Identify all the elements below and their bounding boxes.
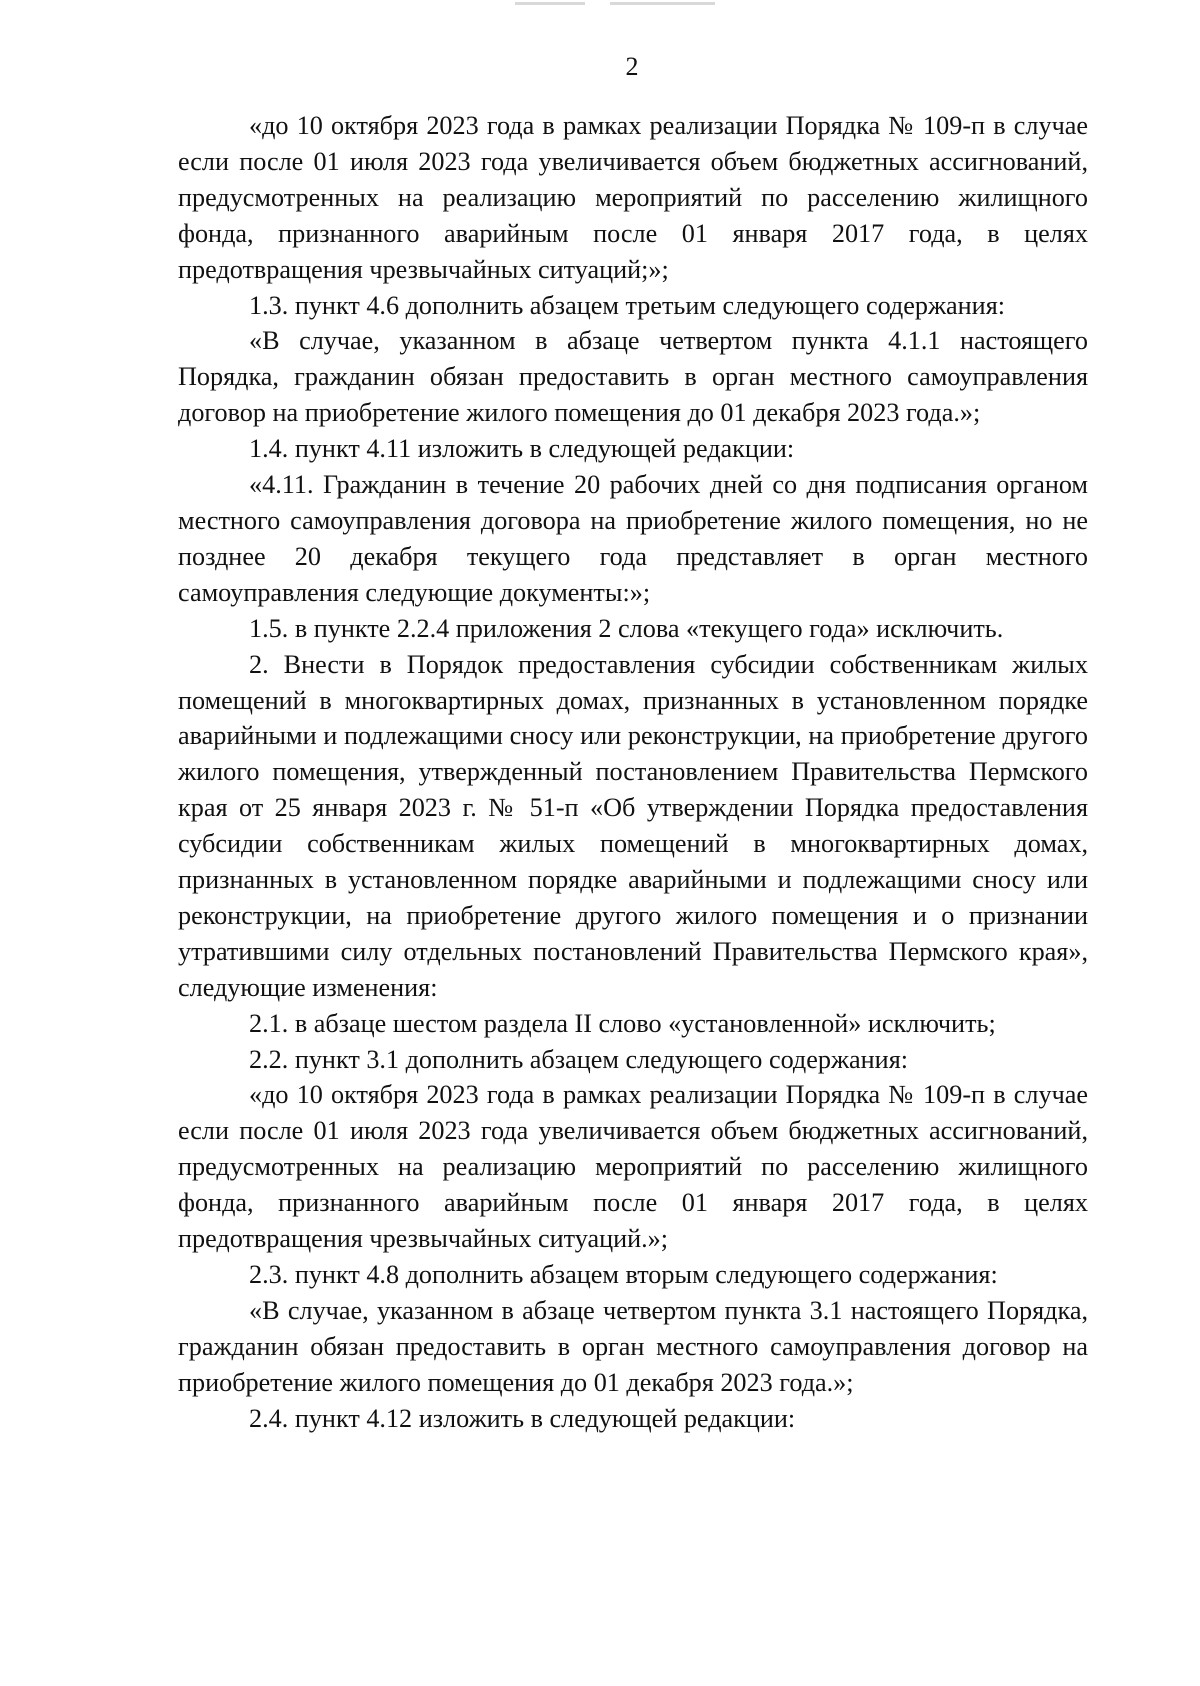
page-number: 2 [625,52,639,81]
paragraph-2-3: 2.3. пункт 4.8 дополнить абзацем вторым следующего содержания: [249,1260,998,1289]
paragraph-2-1: 2.1. в абзаце шестом раздела II слово «установленной» исключить; [249,1008,996,1038]
paragraph-1-5: 1.5. в пункте 2.2.4 приложения 2 слова «текущего года» исключить. [249,613,1004,643]
paragraph-2: 2. Внести в Порядок предоставления субсидии собственникам жилых помещений в многоквартирных домах, признанных в установленном порядке аварийными и подлежащими сносу или реконструкции, на приобретение другого жилого помещения, утвержденный постановлением Правительства Пермского края от 25 января 2023 г. № 51-п «Об утверждении Порядка предоставления субсидии собственникам жилых помещений в многоквартирных домах, признанных в установленном порядке аварийными и подлежащими сносу или реконструкции, на приобретение другого жилого помещения и о признании утратившими силу отдельных постановлений Правительства Пермского края», следующие изменения: [178,649,1088,1002]
paragraph-quote-4-11: «4.11. Гражданин в течение 20 рабочих дней со дня подписания органом местного самоуправления договора на приобретение жилого помещения, но не позднее 20 декабря текущего года представляет в орган местного самоуправления следующие документы:»; [178,470,1088,607]
paragraph-2-2: 2.2. пункт 3.1 дополнить абзацем следующего содержания: [249,1044,909,1074]
paragraph-2-4: 2.4. пункт 4.12 изложить в следующей редакции: [249,1403,796,1433]
document-body [178,108,1088,1437]
paragraph-quote-contract-4-1-1: «В случае, указанном в абзаце четвертом пункта 4.1.1 настоящего Порядка, гражданин обязан предоставить в орган местного самоуправления договор на приобретение жилого помещения до 01 декабря 2023 года.»; [178,326,1088,428]
scan-artifact [610,2,715,5]
paragraph-1-3: 1.3. пункт 4.6 дополнить абзацем третьим следующего содержания: [249,290,1006,320]
paragraph-quote-deadline-109p: «до 10 октября 2023 года в рамках реализации Порядка № 109-п в случае если после 01 июля 2023 года увеличивается объем бюджетных ассигнований, предусмотренных на реализацию мероприятий по расселению жилищного фонда, признанного аварийным после 01 января 2017 года, в целях предотвращения чрезвычайных ситуаций;»; [178,111,1088,284]
paragraph-1-4: 1.4. пункт 4.11 изложить в следующей редакции: [249,434,795,464]
scan-artifact [515,2,585,5]
paragraph-quote-contract-3-1: «В случае, указанном в абзаце четвертом пункта 3.1 настоящего Порядка, гражданин обязан предоставить в орган местного самоуправления договор на приобретение жилого помещения до 01 декабря 2023 года.»; [178,1295,1088,1397]
paragraph-quote-deadline-109p-2: «до 10 октября 2023 года в рамках реализации Порядка № 109-п в случае если после 01 июля 2023 года увеличивается объем бюджетных ассигнований, предусмотренных на реализацию мероприятий по расселению жилищного фонда, признанного аварийным после 01 января 2017 года, в целях предотвращения чрезвычайных ситуаций.»; [178,1080,1088,1254]
